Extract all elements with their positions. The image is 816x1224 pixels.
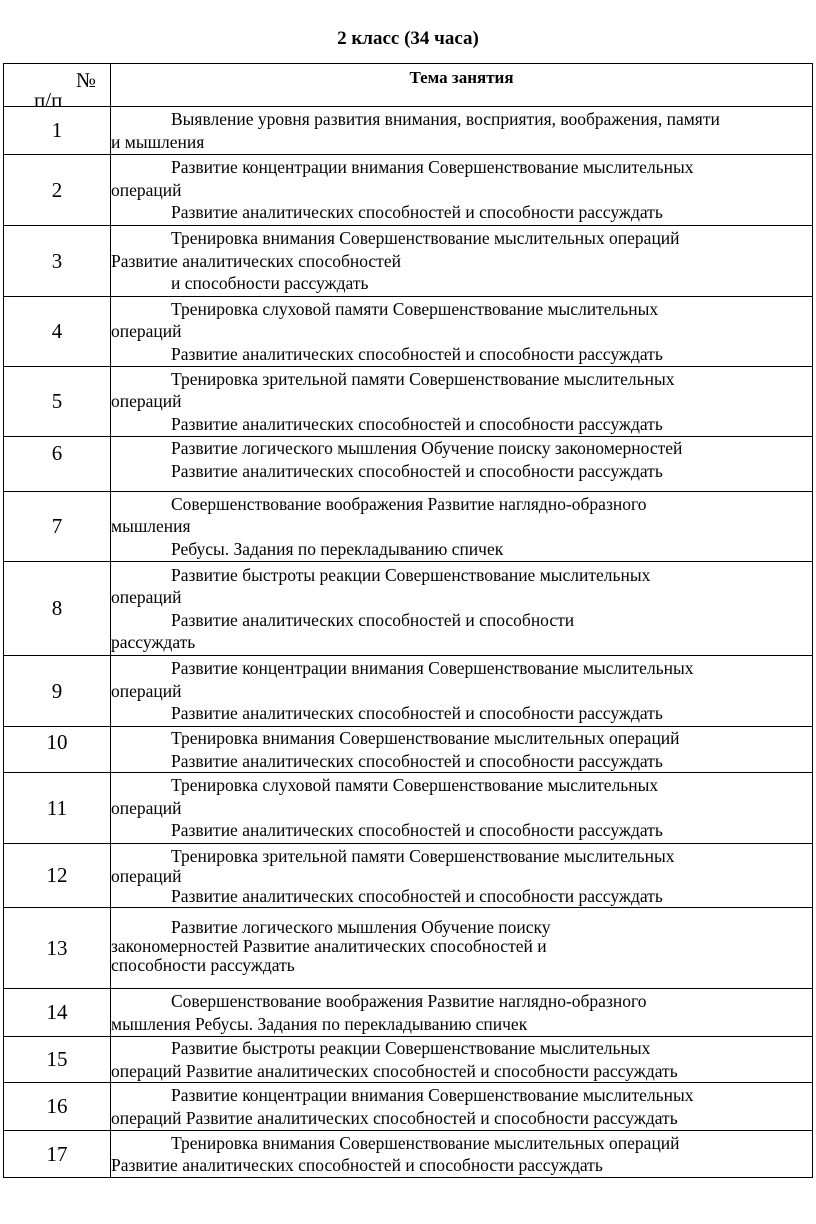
- topic-line: Развитие логического мышления Обучение поиску закономерностей: [171, 438, 683, 458]
- topic-line: Развитие аналитических способностей: [111, 250, 401, 271]
- table-row: [4, 656, 813, 727]
- table-row: [4, 727, 813, 773]
- row-number: 16: [4, 1083, 111, 1131]
- topic-line: Развитие концентрации внимания Совершенствование мыслительных: [171, 1085, 694, 1105]
- table-row: [4, 367, 813, 437]
- table-row: [4, 908, 813, 989]
- topic-line: Тренировка внимания Совершенствование мыслительных операций: [171, 228, 680, 249]
- topic-line: Развитие аналитических способностей и способности рассуждать: [171, 413, 663, 434]
- table-header-row: [4, 64, 813, 107]
- topic-line: Тренировка зрительной памяти Совершенствование мыслительных: [171, 845, 675, 866]
- row-topic: [111, 727, 813, 773]
- row-topic: [111, 1083, 813, 1131]
- topic-line: Развитие аналитических способностей и способности рассуждать: [171, 343, 663, 364]
- topic-line: Развитие аналитических способностей и способности рассуждать: [171, 885, 663, 906]
- topic-line: Развитие аналитических способностей и способности рассуждать: [171, 750, 663, 771]
- table-row: [4, 492, 813, 562]
- topic-line: способности рассуждать: [111, 955, 295, 975]
- row-number: 13: [4, 908, 111, 989]
- topic-line: операций Развитие аналитических способностей и способности рассуждать: [111, 1107, 678, 1128]
- table-row: [4, 1083, 813, 1131]
- topic-line: Тренировка зрительной памяти Совершенствование мыслительных: [171, 368, 675, 389]
- row-topic: [111, 773, 813, 844]
- topic-line: Развитие аналитических способностей и способности рассуждать: [111, 1155, 603, 1175]
- topic-line: Тренировка внимания Совершенствование мыслительных операций: [171, 1132, 680, 1153]
- row-topic: [111, 226, 813, 297]
- row-topic: [111, 656, 813, 727]
- topic-line: Развитие аналитических способностей и способности рассуждать: [171, 202, 663, 223]
- row-topic: [111, 297, 813, 367]
- table-row: [4, 844, 813, 908]
- topic-line: операций: [111, 680, 182, 701]
- topic-line: мышления Ребусы. Задания по перекладыванию спичек: [111, 1013, 528, 1034]
- table-row: [4, 773, 813, 844]
- topic-line: операций: [111, 587, 182, 607]
- row-number: 15: [4, 1037, 111, 1083]
- topic-line: Развитие концентрации внимания Совершенствование мыслительных: [171, 157, 694, 178]
- row-topic: [111, 155, 813, 226]
- row-number: 14: [4, 989, 111, 1037]
- topic-line: и способности рассуждать: [171, 273, 369, 294]
- row-number: 4: [4, 297, 111, 367]
- topic-line: Развитие быстроты реакции Совершенствование мыслительных: [171, 1038, 651, 1058]
- header-num-cell: [4, 64, 111, 112]
- header-num-abbr: п/п: [34, 88, 63, 112]
- row-topic: [111, 989, 813, 1037]
- topic-line: операций: [111, 321, 182, 342]
- row-number: 3: [4, 226, 111, 297]
- table-row: [4, 155, 813, 226]
- topic-line: Развитие концентрации внимания Совершенствование мыслительных: [171, 658, 694, 679]
- row-topic: [111, 1131, 813, 1178]
- table-row: [4, 226, 813, 297]
- row-topic: [111, 562, 813, 656]
- topic-line: Тренировка слуховой памяти Совершенствование мыслительных: [171, 298, 659, 319]
- topic-line: рассуждать: [111, 632, 196, 652]
- table-row: [4, 1037, 813, 1083]
- topic-line: Ребусы. Задания по перекладыванию спичек: [171, 538, 504, 559]
- row-topic: [111, 1037, 813, 1083]
- row-number: 10: [4, 727, 111, 773]
- table-row: [4, 297, 813, 367]
- topic-line: мышления: [111, 516, 191, 537]
- topic-line: операций: [111, 797, 182, 818]
- row-number: 7: [4, 492, 111, 562]
- header-num-symbol: №: [75, 68, 96, 92]
- topic-line: Выявление уровня развития внимания, восприятия, воображения, памяти: [171, 109, 720, 129]
- row-topic: [111, 107, 813, 155]
- table-row: [4, 989, 813, 1037]
- lessons-table: [3, 63, 813, 1178]
- topic-line: и мышления: [111, 131, 205, 152]
- row-topic: [111, 367, 813, 437]
- row-number: 9: [4, 656, 111, 727]
- topic-line: Развитие аналитических способностей и способности рассуждать: [171, 703, 663, 724]
- row-number: 17: [4, 1131, 111, 1178]
- topic-line: операций: [111, 391, 182, 412]
- row-topic: [111, 492, 813, 562]
- row-number: 2: [4, 155, 111, 226]
- topic-line: Тренировка внимания Совершенствование мыслительных операций: [171, 728, 680, 748]
- row-number: 5: [4, 367, 111, 437]
- row-number: 1: [4, 107, 111, 155]
- row-number: 6: [4, 437, 111, 492]
- topic-line: Развитие быстроты реакции Совершенствование мыслительных: [171, 564, 651, 585]
- topic-line: закономерностей Развитие аналитических способностей и: [111, 936, 547, 956]
- topic-line: Развитие аналитических способностей и способности рассуждать: [171, 460, 663, 481]
- row-number: 11: [4, 773, 111, 844]
- topic-line: Совершенствование воображения Развитие наглядно-образного: [171, 991, 647, 1011]
- row-topic: [111, 437, 813, 492]
- topic-line: Развитие аналитических способностей и способности: [171, 609, 575, 630]
- table-row: [4, 562, 813, 656]
- table-row: [4, 437, 813, 492]
- row-topic: [111, 844, 813, 908]
- row-number: 12: [4, 844, 111, 908]
- topic-line: Совершенствование воображения Развитие наглядно-образного: [171, 493, 647, 514]
- topic-line: операций: [111, 865, 182, 886]
- row-topic: [111, 908, 813, 989]
- topic-line: Тренировка слуховой памяти Совершенствование мыслительных: [171, 775, 659, 796]
- topic-line: Развитие аналитических способностей и способности рассуждать: [171, 820, 663, 841]
- table-row: [4, 107, 813, 155]
- row-number: 8: [4, 562, 111, 656]
- topic-line: Развитие логического мышления Обучение поиску: [171, 917, 551, 937]
- page-title: 2 класс (34 часа): [337, 28, 479, 49]
- topic-line: операций Развитие аналитических способностей и способности рассуждать: [111, 1060, 678, 1081]
- header-topic-cell: Тема занятия: [111, 64, 813, 107]
- topic-line: операций: [111, 179, 182, 200]
- table-row: [4, 1131, 813, 1178]
